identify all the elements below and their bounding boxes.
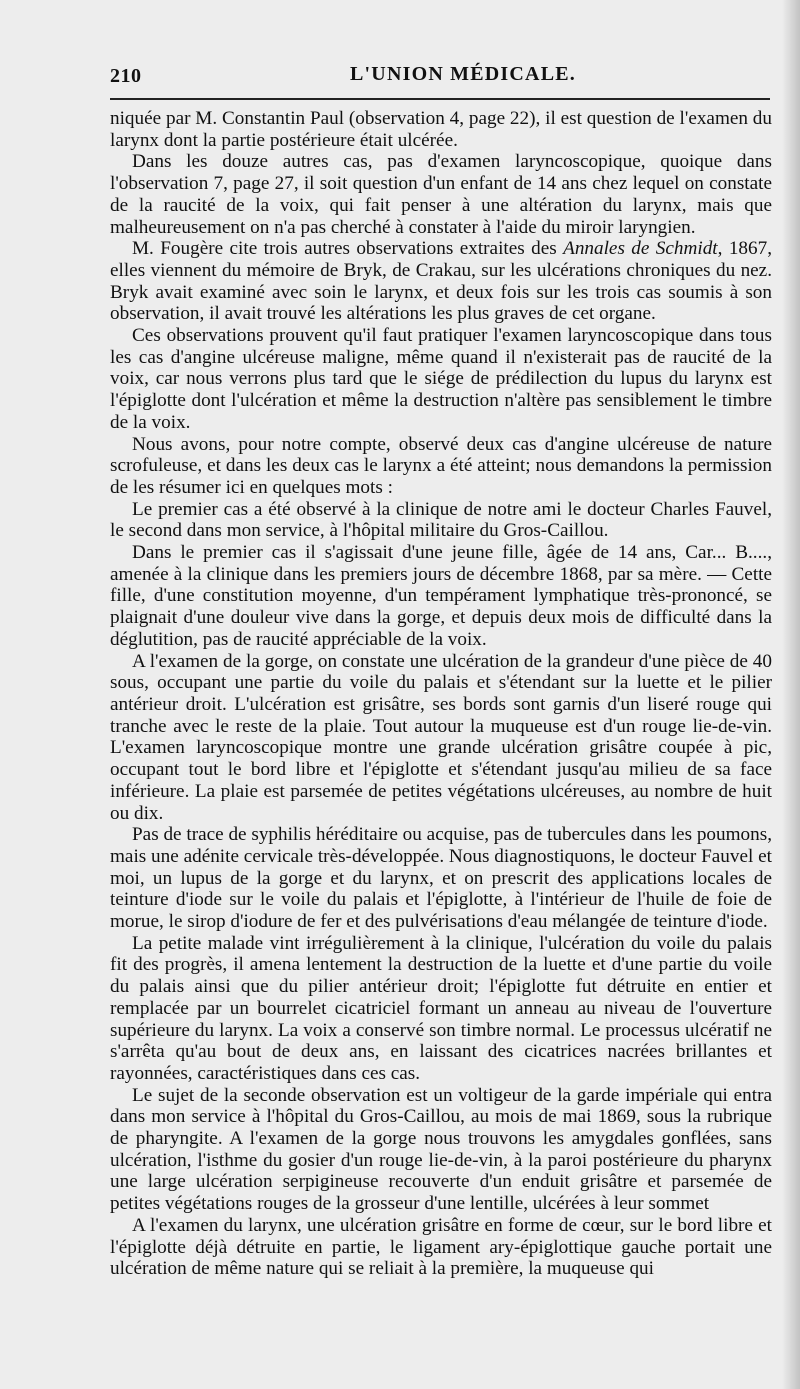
paragraph: Pas de trace de syphilis héréditaire ou acquise, pas de tubercules dans les poumons, mais une adénite cervicale très-développée. Nous diagnostiquons, le docteur Fauvel et moi, un lupus de la gorge et du larynx, et on prescrit des applications locales de teinture d'iode sur le voile du palais et l'épiglotte, à l'intérieur de l'huile de foie de morue, le sirop d'iodure de fer et des pulvérisations d'eau mélangée de teinture d'iode.: [110, 824, 772, 933]
paragraph: M. Fougère cite trois autres observations extraites des Annales de Schmidt, 1867, elles viennent du mémoire de Bryk, de Crakau, sur les ulcérations chroniques du nez. Bryk avait examiné avec soin le larynx, et deux fois sur les trois cas soumis à son observation, il avait trouvé les altérations les plus graves de cet organe.: [110, 238, 773, 325]
article-body: [110, 108, 772, 1280]
paragraph: Nous avons, pour notre compte, observé deux cas d'angine ulcéreuse de nature scrofuleuse, et dans les deux cas le larynx a été atteint; nous demandons la permission de les résumer ici en quelques mots :: [110, 433, 772, 498]
page-header: [110, 58, 772, 92]
paragraph: La petite malade vint irrégulièrement à la clinique, l'ulcération du voile du palais fit des progrès, il amena lentement la destruction de la luette et d'une partie du voile du palais ainsi que du pilier antérieur droit; l'épiglotte fut détruite en entier et remplacée par un bourrelet cicatriciel formant un anneau au niveau de l'ouverture supérieure du larynx. La voix a conservé son timbre normal. Le processus ulcératif ne s'arrêta qu'au bout de deux ans, en laissant des cicatrices nacrées brillantes et rayonnées, caractéristiques dans ces cas.: [110, 932, 772, 1084]
journal-title: Annales de Schmidt: [563, 238, 718, 260]
paragraph: A l'examen du larynx, une ulcération grisâtre en forme de cœur, sur le bord libre et l'épiglotte déjà détruite en partie, le ligament ary-épiglottique gauche portait une ulcération de même nature qui se reliait à la première, la muqueuse qui: [110, 1214, 772, 1280]
paragraph: Dans les douze autres cas, pas d'examen laryncoscopique, quoique dans l'observation 7, page 27, il soit question d'un enfant de 14 ans chez lequel on constate de la raucité de la voix, qui fait penser à une altération du larynx, mais que malheureusement on n'a pas cherché à constater à l'aide du miroir laryngien.: [110, 151, 772, 238]
paragraph: niquée par M. Constantin Paul (observation 4, page 22), il est question de l'examen du larynx dont la partie postérieure était ulcérée.: [110, 108, 772, 151]
page-edge-shadow: [782, 0, 800, 1389]
paragraph: A l'examen de la gorge, on constate une ulcération de la grandeur d'une pièce de 40 sous, occupant une partie du voile du palais et s'étendant sur la luette et le pilier antérieur droit. L'ulcération est grisâtre, ses bords sont garnis d'un liseré rouge qui tranche avec le reste de la plaie. Tout autour la muqueuse est d'un rouge lie-de-vin. L'examen laryncoscopique montre une grande ulcération grisâtre coupée à pic, occupant tout le bord libre et l'épiglotte et s'étendant jusqu'au milieu de sa face inférieure. La plaie est parsemée de petites végétations ulcéreuses, au nombre de huit ou dix.: [110, 650, 772, 824]
running-title: L'UNION MÉDICALE.: [350, 63, 576, 85]
page-number: 210: [110, 65, 142, 87]
paragraph: Dans le premier cas il s'agissait d'une jeune fille, âgée de 14 ans, Car... B...., amenée à la clinique dans les premiers jours de décembre 1868, par sa mère. — Cette fille, d'une constitution moyenne, d'un tempérament lymphatique très-prononcé, se plaignait d'une douleur vive dans la gorge, et depuis deux mois de difficulté dans la déglutition, pas de raucité appréciable de la voix.: [110, 542, 772, 650]
header-rule: [110, 98, 770, 100]
paragraph: Le premier cas a été observé à la clinique de notre ami le docteur Charles Fauvel, le second dans mon service, à l'hôpital militaire du Gros-Caillou.: [110, 498, 772, 542]
paragraph: Ces observations prouvent qu'il faut pratiquer l'examen laryncoscopique dans tous les cas d'angine ulcéreuse maligne, même quand il n'existerait pas de raucité de la voix, car nous verrons plus tard que le siége de prédilection du lupus du larynx est l'épiglotte dont l'ulcération et même la destruction n'altère pas sensiblement le timbre de la voix.: [110, 325, 772, 433]
paragraph: Le sujet de la seconde observation est un voltigeur de la garde impériale qui entra dans mon service à l'hôpital du Gros-Caillou, au mois de mai 1869, sous la rubrique de pharyngite. A l'examen de la gorge nous trouvons les amygdales gonflées, sans ulcération, l'isthme du gosier d'un rouge lie-de-vin, à la paroi postérieure du pharynx une large ulcération serpigineuse recouverte d'un enduit grisâtre et parsemée de petites végétations rouges de la grosseur d'une lentille, ulcérées à leur sommet: [110, 1084, 772, 1215]
